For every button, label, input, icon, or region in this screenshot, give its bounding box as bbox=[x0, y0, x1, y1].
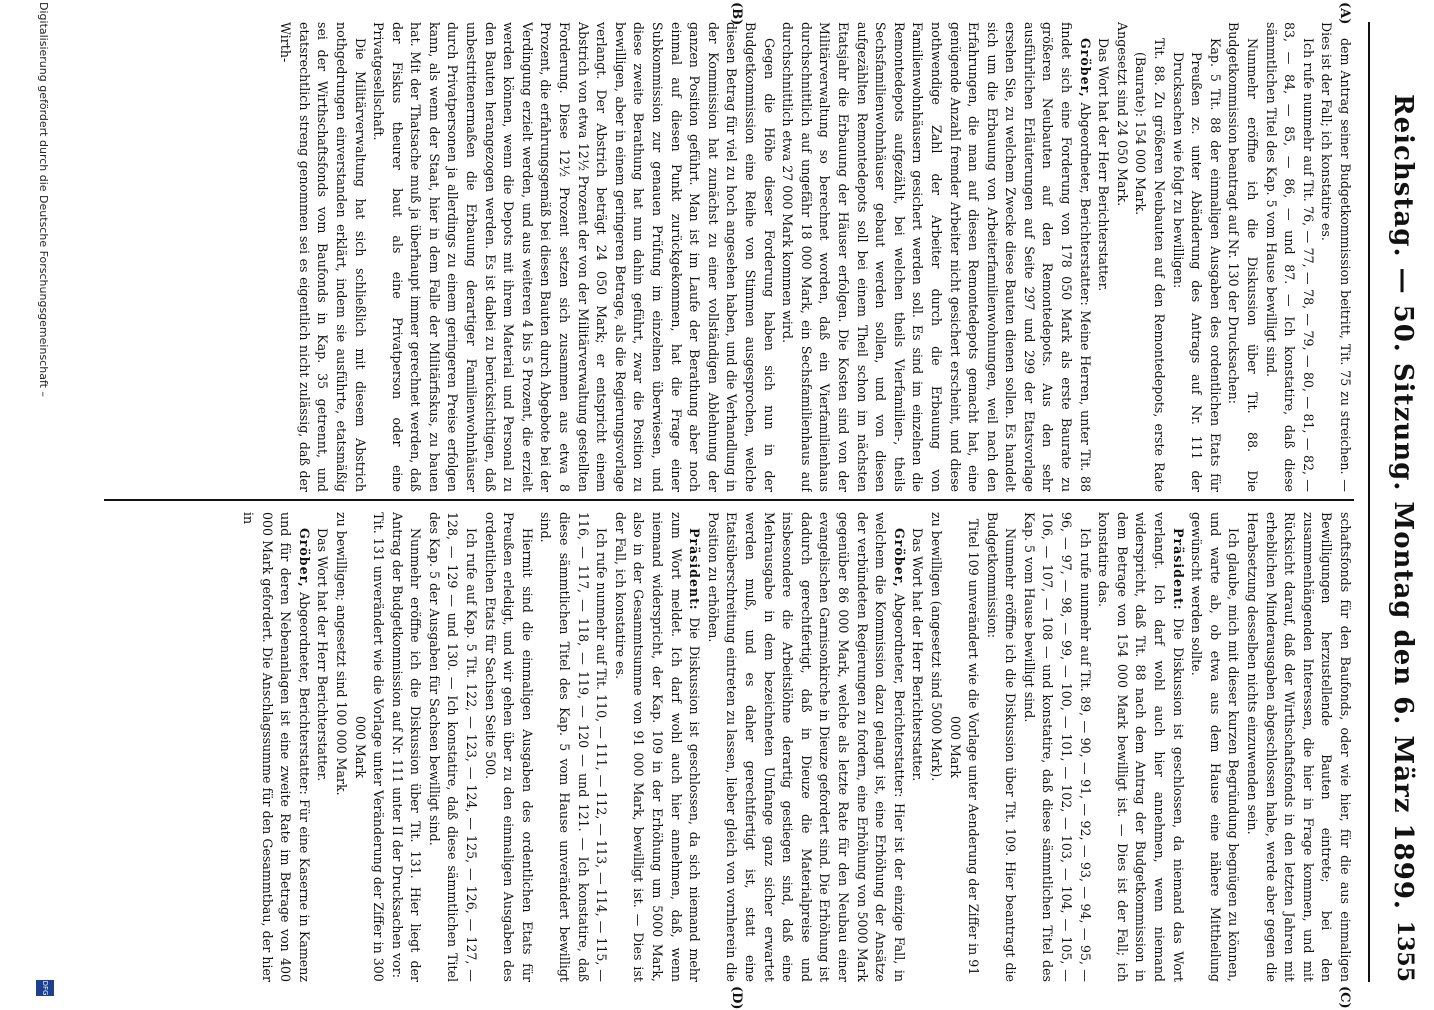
paragraph bbox=[1261, 22, 1317, 492]
running-title: Reichstag. — 50. Sitzung. Montag den 6. März 1899. bbox=[1388, 94, 1418, 910]
paragraph bbox=[926, 512, 945, 982]
paragraph bbox=[238, 512, 312, 982]
paragraph-text: Abgeordneter, Berichterstatter: Hier ist der einzige Fall, in welchem die Kommission dazu gelangt ist, eine Erhöhung der Ansätze der verbündeten Regierungen zu fordern, eine Erhöhung von 5000 Mark gegenüber 86 000 Mark, welche als letzte Rate für den Neubau einer evangelischen Garnisonkirche in Dieuze gefordert sind. Die Erhöhung ist dadurch gerechtfertigt, daß in Dieuze die Materialpreise und insbesondere die Arbeitslöhne derartig gestiegen sind, daß eine Mehrausgabe in dem bezeichneten Umfange ganz sicher erwartet werden muß, und es daher gerechtfertigt ist, statt eine Etatsüberschreitung eintreten zu lassen, lieber gleich von vornherein die Position zu erhöhen. bbox=[705, 512, 907, 982]
paragraph-text: Angesetzt sind 24 050 Mark. bbox=[1114, 22, 1130, 207]
paragraph-text: schaftsfonds für den Baufonds, oder wie hier, für die aus einmaligen Bewilligungen herzustellende Bauten eintrete; bei den zusammenhängenden Interessen, die hier in Frage kommen, und mit Rücksicht darauf, daß der Wirthschaftsfonds in den letzten Jahren mit erheblichen Minderausgaben abgeschlossen habe, werde aber gegen die Herabsetzung desselben nichts einzuwenden sein. bbox=[1245, 512, 1353, 982]
paragraph bbox=[536, 512, 610, 982]
column-divider bbox=[104, 499, 1354, 501]
margin-letter-d: (D) bbox=[729, 986, 744, 1010]
paragraph bbox=[778, 22, 1094, 492]
left-text-column bbox=[104, 22, 1354, 492]
digitization-note: Digitalisierung gefördert durch die Deutsche Forschungsgemeinschaft – bbox=[37, 2, 50, 397]
speaker-name: Gröber, bbox=[1077, 38, 1093, 98]
paragraph-text: Nunmehr eröffne ich die Diskussion über Tit. 131. Hier liegt der Antrag der Budgetkommission auf Nr. 111 unter II der Drucksachen vor: bbox=[389, 512, 424, 982]
paragraph-text: Abgeordneter, Berichterstatter: Meine Herren, unter Tit. 88 findet sich eine Forderung von 178 050 Mark als erste Baurate zu größeren Neubauten auf den Remontedepots. Aus den sehr ausführlichen Erläuterungen auf Seite 297 und 299 der Etatsvorlage ersehen Sie, zu welchem Zwecke diese Bauten dienen sollen. Es handelt sich um die Erbauung von Arbeiterfamilienwohnungen, weil nach den Erfahrungen, die man auf diesen Remontedepots gemacht hat, eine genügende Anzahl fremder Arbeiter nicht gesichert erscheint, und diese nothwendige Zahl der Arbeiter durch die Erbauung von Familienwohnhäusern gesichert werden soll. Es sind im einzelnen die Remontedepots aufgezählt, bei welchen theils Vierfamilien-, theils Sechsfamilienwohnhäuser gebaut werden sollen, und von diesen aufgezählten Remontedepots soll bei einem Theil schon im nächsten Etatsjahr die Erbauung der Häuser erfolgen. Die Kosten sind von der Militärverwaltung so berechnet worden, daß ein Vierfamilienhaus durchschnittlich auf ungefähr 18 000 Mark, ein Sechsfamilienhaus auf durchschnittlich etwa 27 000 Mark kommen wird. bbox=[780, 22, 1093, 492]
paragraph bbox=[313, 512, 332, 982]
paragraph bbox=[908, 512, 927, 982]
paragraph-text: Ich rufe nunmehr auf Tit. 76, — 77, — 78, — 79, — 80, — 81, — 82, — 83, — 84, — 85, — 86, — und 87. — Ich konstatire, daß diese sämmtlichen Titel des Kap. 5 vom Hause bewilligt sind. bbox=[1263, 22, 1316, 492]
paragraph bbox=[1187, 512, 1243, 982]
paragraph bbox=[1317, 22, 1354, 492]
paragraph bbox=[1112, 22, 1131, 492]
dfg-logo: DFG bbox=[36, 980, 54, 996]
paragraph-text: Ich rufe nunmehr auf Tit. 89, — 90, — 91, — 92, — 93, — 94, — 95, — 96, — 97, — 98, — 99, — 100, — 101, — 102, — 103, — 104, — 105, — 106, — 107, — 108 — und konstatire, daß diese sämmtlichen Titel des Kap. 5 vom Hause bewilligt sind. bbox=[1021, 512, 1093, 982]
paragraph bbox=[1094, 22, 1113, 492]
paragraph-text: Gegen die Höhe dieser Forderung haben sich nun in der Budgetkommission eine Reihe von Stimmen ausgesprochen, welche diesen Betrag für viel zu hoch angesehen haben, und die Verhandlung in der Kommission hat zunächst zu einer vollständigen Ablehnung der ganzen Position geführt. Man ist im Laufe der Berathung aber noch einmal auf diesen Punkt zurückgekommen, hat die Frage einer Subkommission zur genauen Prüfung im einzelnen überwiesen, und diese zweite Berathung hat nun dahin geführt, zwar die Position zu bewilligen, aber in einem geringeren Betrage, als die Regierungsvorlage verlangt. Der Abstrich beträgt 24 050 Mark; er entspricht einem Abstrich von etwa 12½ Prozent der von der Militärverwaltung gestellten Forderung. Diese 12½ Prozent setzen sich zusammen aus etwa 8 Prozent, die erfahrungsgemäß bei diesen Bauten durch Abgebote bei der Verdingung erzielt werden, und aus weiteren 4 bis 5 Prozent, die erzielt werden können, wenn die Depots mit ihrem Material und Personal zu den Bauten herangezogen werden. Es ist dabei zu berücksichtigen, daß unbestrittenermaßen die Erbauung derartiger Familienwohnhäuser durch Privatpersonen ja allerdings zu einem geringeren Preise erfolgen kann, als wenn der Staat, hier in dem Falle der Militärfiskus, zu bauen hat. Mit der Thatsache muß ja überhaupt immer gerechnet werden, daß der Fiskus theurer baut als eine Privatperson oder eine Privatgesellschaft. bbox=[371, 22, 777, 492]
paragraph bbox=[1131, 22, 1168, 492]
paragraph-text: Ich rufe nunmehr auf Tit. 110, — 111, — 112, — 113, — 114, — 115, — 116, — 117, — 118, — 119, — 120 — und 121. — Ich konstatire, daß diese sämmtlichen Titel des Kap. 5 vom Hause unverändert bewilligt sind. bbox=[538, 512, 610, 982]
paragraph bbox=[1224, 22, 1261, 492]
margin-letter-b: (B) bbox=[729, 2, 744, 26]
paragraph-text: Tit. 88. Zu größeren Neubauten auf den Remontedepots, erste Rate (Baurate): 154 000 Mark. bbox=[1133, 38, 1168, 492]
paragraph bbox=[1019, 512, 1093, 982]
paragraph-text: Abgeordneter, Berichterstatter: Für eine Kaserne in Kamenz und für deren Nebenanlagen ist eine zweite Rate im Betrage von 400 000 Mark gefordert. Die Anschlagssumme für den Gesammtbau, der hier in bbox=[240, 512, 312, 982]
paragraph-text: Tit. 131 unverändert wie die Vorlage unter Veränderung der Ziffer in 300 000 Mark bbox=[352, 512, 387, 982]
paragraph-text: Nunmehr eröffne ich die Diskussion über Tit. 88. Die Budgetkommission beantragt auf Nr. 130 der Drucksachen: bbox=[1226, 22, 1261, 492]
paragraph-text: Die Militärverwaltung hat sich schließlich mit diesem Abstrich nothgedrungen einverstanden erklärt, indem sie ausführte, etatsmäßig sei der Wirthschaftsfonds vom Baufonds in Kap. 35 getrennt, und etatsrechtlich streng genommen sei es eigentlich nicht zulässig, daß der Wirth- bbox=[278, 22, 368, 492]
paragraph-text: Ich rufe auf Kap. 5 Tit. 122, — 123, — 124, — 125, — 126, — 127, — 128, — 129 — und 130. — Ich konstatire, daß diese sämmtlichen Titel des Kap. 5 der Ausgaben für Sachsen bewilligt sind. bbox=[426, 512, 480, 982]
page-header bbox=[1368, 22, 1418, 982]
paragraph bbox=[350, 512, 387, 982]
paragraph-text: Ich glaube, mich mit dieser kurzen Begründung begnügen zu können, und warte ab, ob etwa aus dem Hause eine nähere Mittheilung gewünscht werden sollte. bbox=[1189, 512, 1242, 982]
paragraph-text: Hiermit sind die einmaligen Ausgaben des ordentlichen Etats für Preußen erledigt, und wir gehen über zu den einmaligen Ausgaben des ordentlichen Etats für Sachsen Seite 500. bbox=[482, 512, 535, 982]
paragraph-text: Titel 109 unverändert wie die Vorlage unter Aenderung der Ziffer in 91 000 Mark bbox=[947, 518, 982, 976]
paragraph bbox=[331, 512, 350, 982]
paragraph bbox=[703, 512, 908, 982]
paragraph-text: dem Antrag seiner Budgetkommission beitritt, Tit. 75 zu streichen. — Dies ist der Fall; ich konstatire es. bbox=[1319, 22, 1353, 492]
paragraph bbox=[276, 22, 369, 492]
paragraph-text: zu bewilligen; angesetzt sind 100 000 Mark. bbox=[333, 512, 349, 796]
speaker-name: Präsident: bbox=[1170, 528, 1186, 611]
paragraph-text: Das Wort hat der Herr Berichterstatter. bbox=[315, 528, 331, 782]
right-text-column bbox=[104, 512, 1354, 982]
paragraph bbox=[1242, 512, 1354, 982]
paragraph-text: Nunmehr eröffne ich die Diskussion über Tit. 109. Hier beantragt die Budgetkommission: bbox=[984, 512, 1019, 982]
paragraph bbox=[424, 512, 480, 982]
paragraph-text: Die Diskussion ist geschlossen, da sich niemand mehr zum Wort meldet. Ich darf wohl auch hier annehmen, daß, wenn niemand widerspricht, der Kap. 109 in der Erhöhung um 5000 Mark, also in der Gesammtsumme von 91 000 Mark, bewilligt ist. — Dies ist der Fall, ich konstatire es. bbox=[612, 512, 703, 982]
paragraph bbox=[1168, 22, 1224, 492]
paragraph-text: Kap. 5 Tit. 88 der einmaligen Ausgaben des ordentlichen Etats für Preußen zc. unter Abänderung des Antrags auf Nr. 111 der Drucksachen wie folgt zu bewilligen: bbox=[1170, 38, 1223, 492]
margin-letter-a: (A) bbox=[1337, 2, 1352, 25]
paragraph-text: Das Wort hat der Herr Berichterstatter. bbox=[1096, 38, 1112, 292]
margin-letter-c: (C) bbox=[1337, 986, 1352, 1009]
paragraph bbox=[945, 512, 982, 982]
paragraph bbox=[480, 512, 536, 982]
paragraph bbox=[1094, 512, 1187, 982]
paragraph bbox=[982, 512, 1019, 982]
paragraph-text: Die Diskussion ist geschlossen, da niemand das Wort verlangt. Ich darf wohl auch hier annehmen, wenn niemand widerspricht, daß Tit. 88 nach dem Antrag der Budgetkommission in dem Betrage von 154 000 Mark bewilligt ist. — Dies ist der Fall; ich konstatire das. bbox=[1096, 512, 1186, 982]
paragraph bbox=[387, 512, 424, 982]
paragraph-text: Das Wort hat der Herr Berichterstatter. bbox=[910, 528, 926, 782]
paragraph bbox=[610, 512, 703, 982]
speaker-name: Gröber, bbox=[296, 528, 312, 588]
speaker-name: Präsident: bbox=[687, 528, 703, 611]
paragraph bbox=[369, 22, 778, 492]
paragraph-text: zu bewilligen (angesetzt sind 5000 Mark). bbox=[928, 512, 944, 782]
page-number: 1355 bbox=[1392, 920, 1418, 982]
speaker-name: Gröber, bbox=[891, 528, 907, 588]
